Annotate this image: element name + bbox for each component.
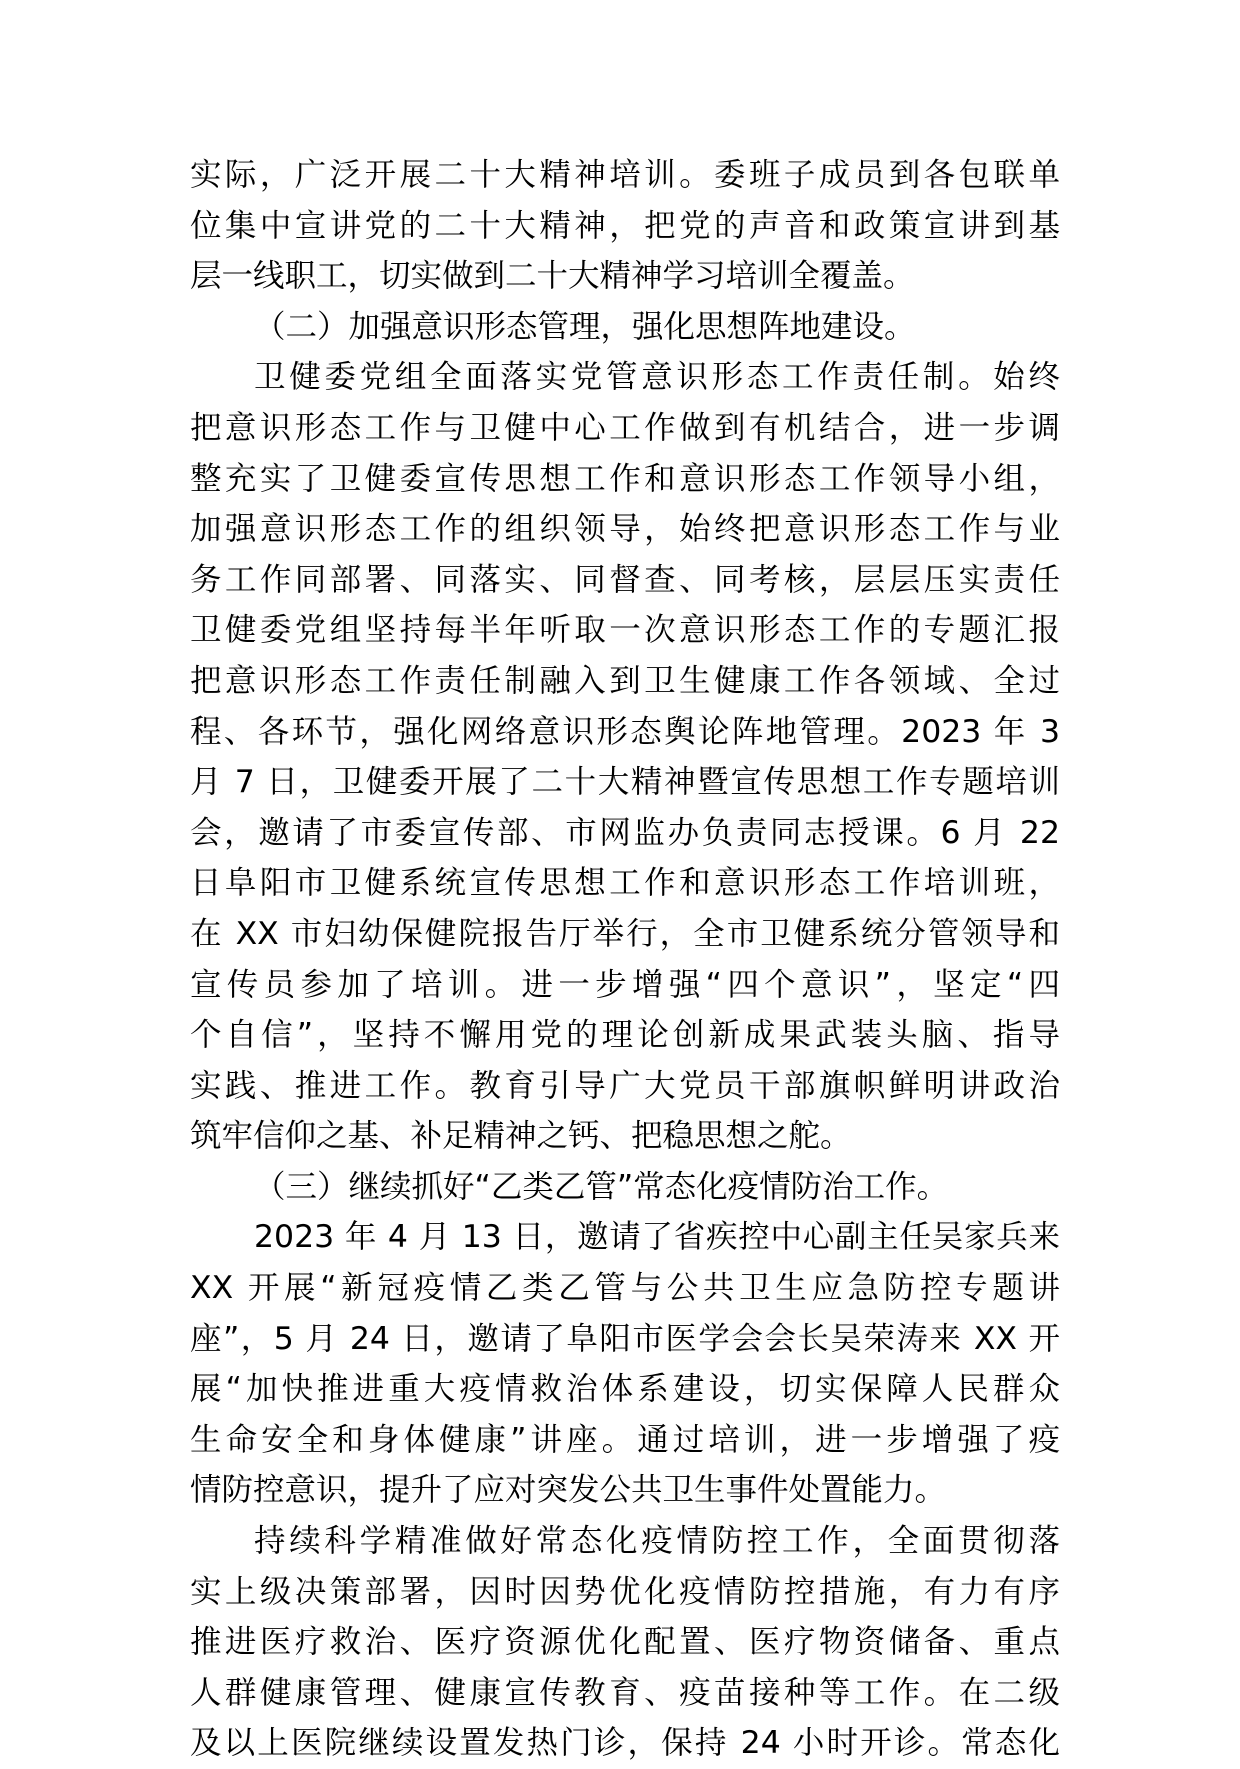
text-line: 及以上医院继续设置发热门诊，保持 24 小时开诊。常态化 <box>190 1725 1060 1762</box>
text-line: 实践、推进工作。教育引导广大党员干部旗帜鲜明讲政治 <box>190 1067 1060 1104</box>
text-line: 个自信”，坚持不懈用党的理论创新成果武装头脑、指导 <box>190 1017 1060 1054</box>
text-line: 2023 年 4 月 13 日，邀请了省疾控中心副主任吴家兵来 <box>254 1219 1060 1256</box>
text-line: 月 7 日，卫健委开展了二十大精神暨宣传思想工作专题培训 <box>190 764 1060 801</box>
text-line: 实上级决策部署，因时因势优化疫情防控措施，有力有序 <box>190 1573 1060 1610</box>
text-line: 情防控意识，提升了应对突发公共卫生事件处置能力。 <box>190 1472 947 1509</box>
text-line: 把意识形态工作与卫健中心工作做到有机结合，进一步调 <box>190 409 1060 446</box>
text-line: 在 XX 市妇幼保健院报告厅举行，全市卫健系统分管领导和 <box>190 915 1060 952</box>
text-line: 卫健委党组坚持每半年听取一次意识形态工作的专题汇报 <box>190 612 1060 649</box>
text-line: 实际，广泛开展二十大精神培训。委班子成员到各包联单 <box>190 157 1060 193</box>
body-text <box>190 150 1060 1769</box>
text-line: 座”，5 月 24 日，邀请了阜阳市医学会会长吴荣涛来 XX 开 <box>190 1320 1060 1357</box>
text-line: 卫健委党组全面落实党管意识形态工作责任制。始终 <box>254 359 1060 396</box>
text-line: 筑牢信仰之基、补足精神之钙、把稳思想之舵。 <box>190 1118 852 1155</box>
section-heading-2: （二）加强意识形态管理，强化思想阵地建设。 <box>254 308 916 345</box>
text-line: 生命安全和身体健康”讲座。通过培训，进一步增强了疫 <box>190 1421 1060 1458</box>
text-line: 宣传员参加了培训。进一步增强“四个意识”，坚定“四 <box>190 966 1060 1003</box>
text-line: 日阜阳市卫健系统宣传思想工作和意识形态工作培训班， <box>190 865 1060 902</box>
text-line: 程、各环节，强化网络意识形态舆论阵地管理。2023 年 3 <box>190 713 1060 750</box>
text-line: 推进医疗救治、医疗资源优化配置、医疗物资储备、重点 <box>190 1624 1060 1661</box>
text-line: 位集中宣讲党的二十大精神，把党的声音和政策宣讲到基 <box>190 207 1060 244</box>
text-line: 持续科学精准做好常态化疫情防控工作，全面贯彻落 <box>254 1523 1060 1560</box>
text-line: 把意识形态工作责任制融入到卫生健康工作各领域、全过 <box>190 662 1060 699</box>
text-line: 整充实了卫健委宣传思想工作和意识形态工作领导小组， <box>190 460 1060 497</box>
text-line: 层一线职工，切实做到二十大精神学习培训全覆盖。 <box>190 258 915 295</box>
text-line: 务工作同部署、同落实、同督查、同考核，层层压实责任 <box>190 561 1060 598</box>
text-line: 会，邀请了市委宣传部、市网监办负责同志授课。6 月 22 <box>190 814 1060 851</box>
text-line: XX 开展“新冠疫情乙类乙管与公共卫生应急防控专题讲 <box>190 1270 1060 1307</box>
text-line: 加强意识形态工作的组织领导，始终把意识形态工作与业 <box>190 511 1060 548</box>
section-heading-3: （三）继续抓好“乙类乙管”常态化疫情防治工作。 <box>254 1168 949 1205</box>
text-line: 人群健康管理、健康宣传教育、疫苗接种等工作。在二级 <box>190 1674 1060 1711</box>
text-line: 展“加快推进重大疫情救治体系建设，切实保障人民群众 <box>190 1371 1060 1408</box>
